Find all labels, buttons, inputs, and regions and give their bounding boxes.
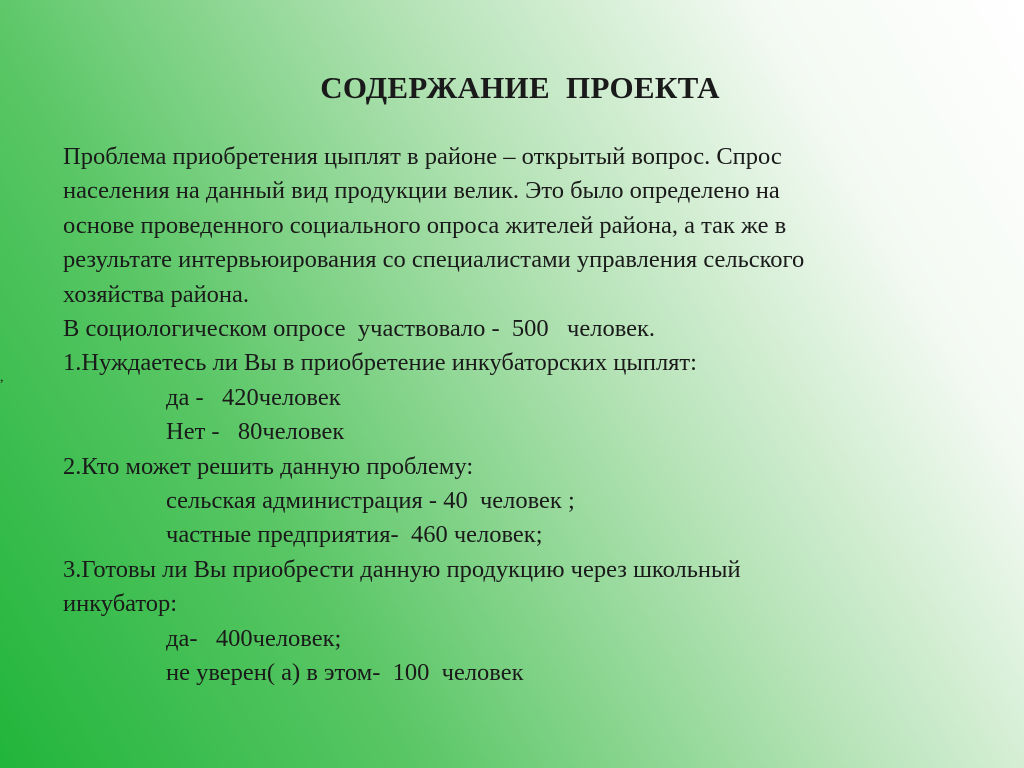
edge-mark: ,: [0, 370, 4, 385]
text-line: основе проведенного социального опроса жителей района, а так же в: [63, 211, 787, 239]
answer-line: да - 420человек: [166, 383, 341, 411]
text-line: Проблема приобретения цыплят в районе – открытый вопрос. Спрос: [63, 143, 782, 170]
question-line: 3.Готовы ли Вы приобрести данную продукцию через школьный: [63, 555, 741, 583]
question-line: 2.Кто может решить данную проблему:: [63, 452, 474, 480]
answer-line: частные предприятия- 460 человек;: [166, 521, 543, 549]
slide-title: СОДЕРЖАНИЕ ПРОЕКТА: [320, 70, 720, 105]
slide-body: [63, 140, 943, 691]
text-line: В социологическом опросе участвовало - 500 человек.: [63, 315, 656, 343]
text-line: хозяйства района.: [63, 280, 250, 308]
text-line: результате интервьюирования со специалистами управления сельского: [63, 246, 805, 274]
answer-line: сельская администрация - 40 человек ;: [166, 487, 575, 515]
question-line: инкубатор:: [63, 590, 178, 618]
answer-line: Нет - 80человек: [166, 418, 345, 446]
answer-line: не уверен( а) в этом- 100 человек: [166, 659, 524, 687]
text-line: населения на данный вид продукции велик. Это было определено на: [63, 177, 780, 205]
question-line: 1.Нуждаетесь ли Вы в приобретение инкубаторских цыплят:: [63, 349, 697, 377]
answer-line: да- 400человек;: [166, 624, 342, 652]
